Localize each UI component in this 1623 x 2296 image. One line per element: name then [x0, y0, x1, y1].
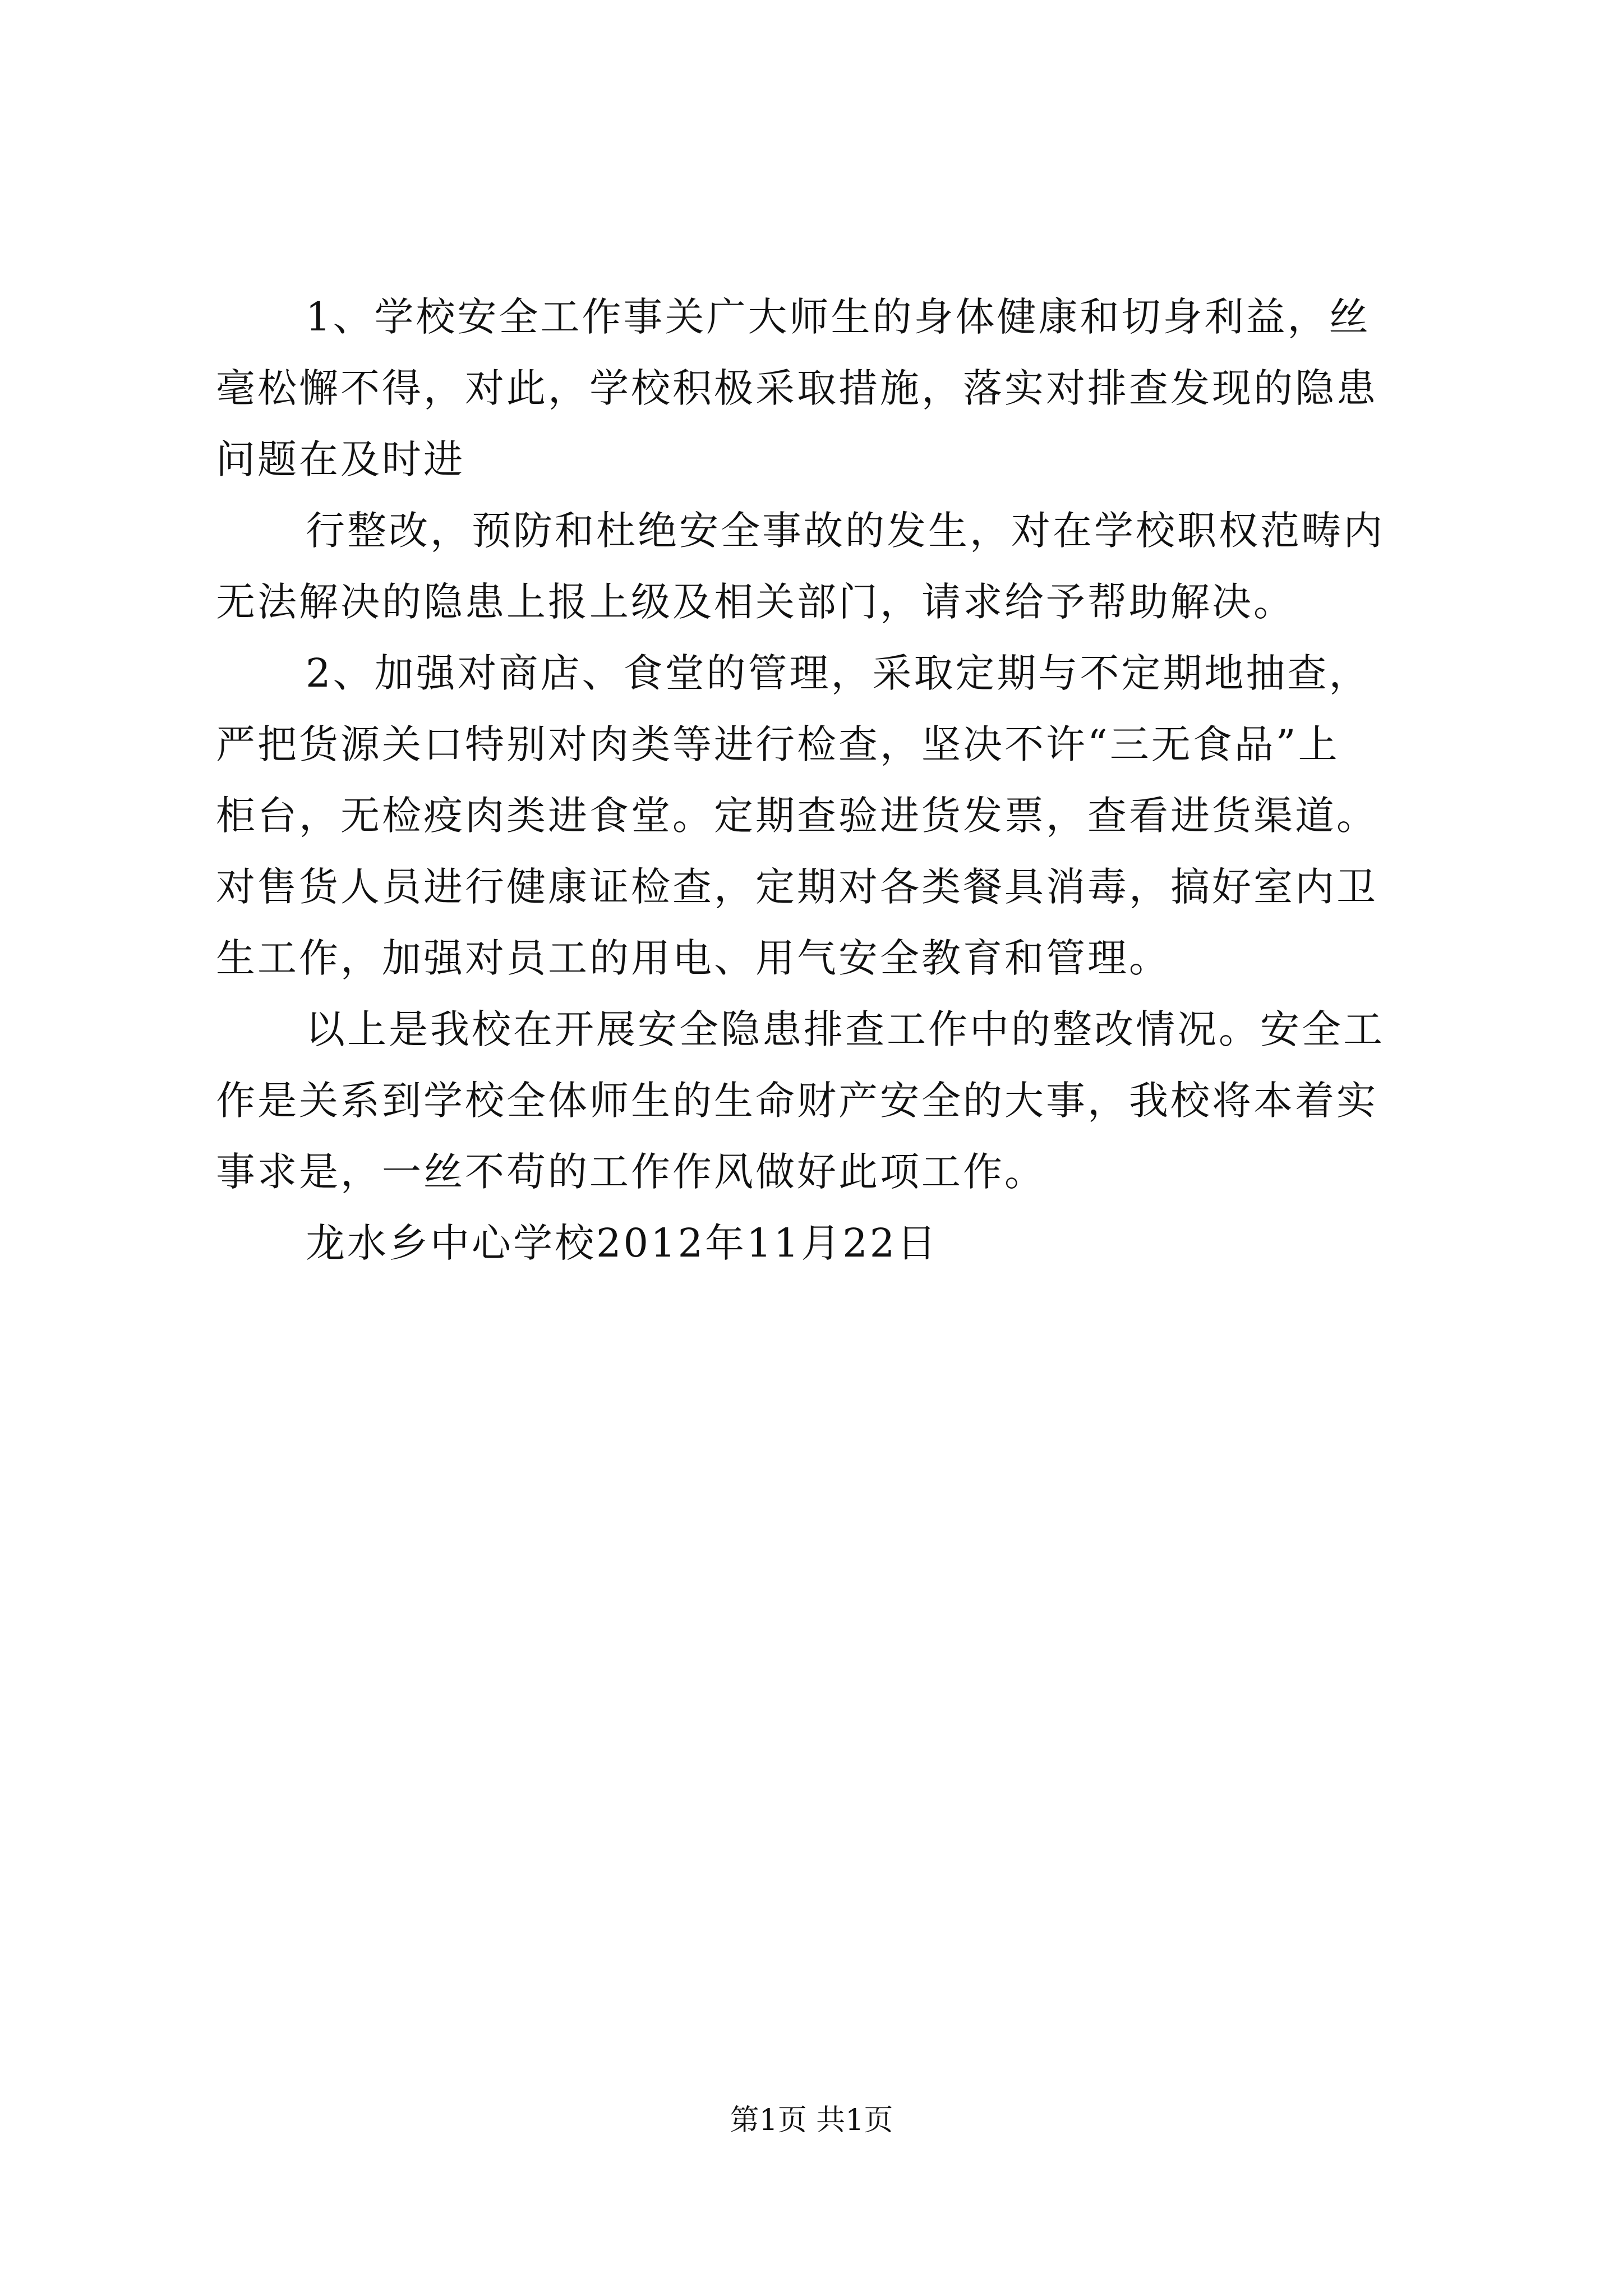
paragraph-3-line-3: 柜台，无检疫肉类进食堂。定期查验进货发票，查看进货渠道。 — [216, 793, 1378, 839]
paragraph-2-line-1: 行整改，预防和杜绝安全事故的发生，对在学校职权范畴内 — [306, 508, 1385, 554]
paragraph-3-line-1: 2、加强对商店、食堂的管理，采取定期与不定期地抽查， — [306, 650, 1371, 696]
signature-line: 龙水乡中心学校2012年11月22日 — [306, 1220, 939, 1266]
paragraph-4-line-2: 作是关系到学校全体师生的生命财产安全的大事，我校将本着实 — [216, 1078, 1378, 1124]
paragraph-3-line-4: 对售货人员进行健康证检查，定期对各类餐具消毒，搞好室内卫 — [216, 864, 1378, 910]
page-footer: 第1页 共1页 — [730, 2104, 893, 2137]
paragraph-4-line-1: 以上是我校在开展安全隐患排查工作中的整改情况。安全工 — [306, 1006, 1385, 1052]
paragraph-1-line-3: 问题在及时进 — [216, 436, 465, 482]
paragraph-1-line-2: 毫松懈不得，对此，学校积极采取措施，落实对排查发现的隐患 — [216, 365, 1378, 411]
paragraph-3-line-2: 严把货源关口特别对肉类等进行检查，坚决不许“三无食品”上 — [216, 721, 1340, 767]
document-body — [216, 292, 1422, 1268]
paragraph-2-line-2: 无法解决的隐患上报上级及相关部门，请求给予帮助解决。 — [216, 579, 1295, 625]
paragraph-1-line-1: 1、学校安全工作事关广大师生的身体健康和切身利益，丝 — [306, 294, 1371, 340]
paragraph-4-line-3: 事求是，一丝不苟的工作作风做好此项工作。 — [216, 1149, 1046, 1195]
paragraph-3-line-5: 生工作，加强对员工的用电、用气安全教育和管理。 — [216, 935, 1170, 981]
